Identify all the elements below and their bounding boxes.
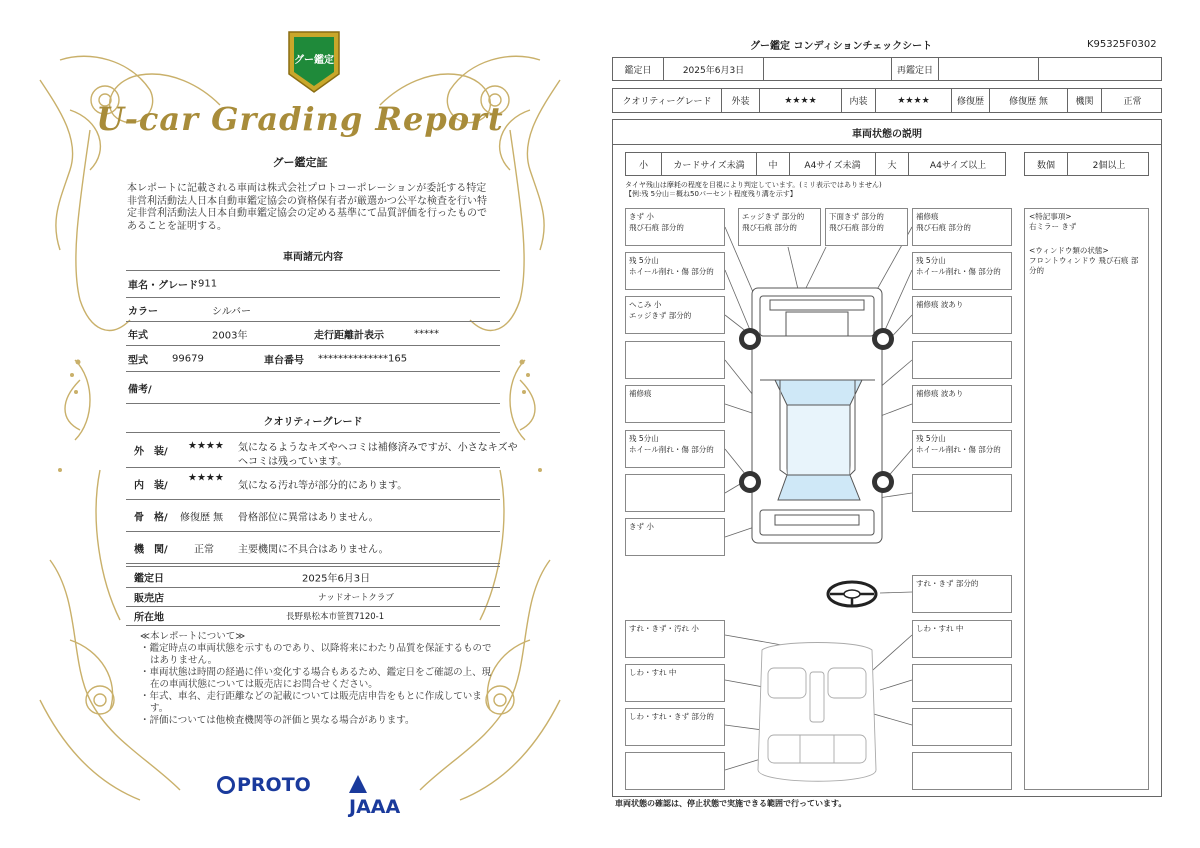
spec-title: 車両諸元内容 bbox=[283, 252, 343, 263]
size-small-desc: カードサイズ未満 bbox=[661, 153, 756, 175]
sheet-repair-value: 修復歴 無 bbox=[989, 89, 1067, 112]
damage-text: 残 5分山 bbox=[629, 256, 659, 265]
sheet-date-label: 鑑定日 bbox=[624, 65, 652, 76]
damage-text: ホイール削れ・傷 部分的 bbox=[629, 267, 714, 276]
damage-box bbox=[625, 252, 725, 290]
size-large-desc: A4サイズ以上 bbox=[908, 153, 1007, 175]
damage-text: 飛び石痕 部分的 bbox=[742, 223, 797, 232]
damage-text: きず 小 bbox=[629, 522, 654, 531]
dealer-value: ナッドオートクラブ bbox=[318, 593, 394, 603]
damage-box bbox=[625, 296, 725, 334]
certificate-title: グー鑑定証 bbox=[272, 156, 328, 169]
size-small: 小 bbox=[638, 160, 648, 171]
sheet-exterior-label: 外装 bbox=[721, 89, 759, 112]
car-name-value: 911 bbox=[198, 278, 218, 290]
damage-box bbox=[625, 341, 725, 379]
special-notes-panel bbox=[1024, 208, 1149, 790]
info-row-dealer bbox=[126, 588, 500, 607]
goo-kantei-badge-icon bbox=[285, 30, 343, 94]
sheet-quality-label: クオリティーグレード bbox=[622, 97, 712, 107]
footer-logos bbox=[217, 770, 417, 818]
count-label: 数個 bbox=[1036, 160, 1055, 171]
damage-box bbox=[912, 296, 1012, 334]
damage-text: すれ・きず・汚れ 小 bbox=[629, 624, 699, 633]
color-value: シルバー bbox=[212, 306, 252, 317]
sheet-date-value: 2025年6月3日 bbox=[663, 58, 763, 80]
info-row-address bbox=[126, 607, 500, 626]
frame-value: 修復歴 無 bbox=[180, 512, 224, 523]
note-item: ・車両状態は時間の経過に伴い変化する場合もあるため、鑑定日をご確認の上、現在の車両状態については販売店にお問合せください。 bbox=[140, 667, 492, 690]
exterior-comment-1: 気になるようなキズやヘコミは補修済みですが、小さなキズや bbox=[238, 442, 518, 454]
model-label: 型式 bbox=[128, 355, 148, 366]
damage-text: 補修痕 波あり bbox=[916, 300, 964, 309]
steering-damage-box bbox=[912, 575, 1012, 613]
note-item: ・鑑定時点の車両状態を示すものであり、以降将来にわたり品質を保証するものではありません。 bbox=[140, 643, 492, 666]
spec-row-remarks bbox=[126, 372, 500, 404]
reinspect-label: 再鑑定日 bbox=[891, 58, 938, 80]
sheet-interior-label: 内装 bbox=[841, 89, 875, 112]
address-label: 所在地 bbox=[134, 612, 164, 624]
spec-row-year bbox=[126, 322, 500, 346]
mileage-value: ***** bbox=[414, 328, 439, 339]
damage-text: しわ・すれ 中 bbox=[629, 668, 677, 677]
damage-text: ホイール削れ・傷 部分的 bbox=[916, 267, 1001, 276]
engine-comment: 主要機関に不具合はありません。 bbox=[238, 544, 389, 555]
damage-text: 残 5分山 bbox=[916, 434, 946, 443]
report-title: U-car Grading Report bbox=[96, 100, 504, 138]
damage-text: 補修痕 bbox=[629, 389, 652, 398]
year-value: 2003年 bbox=[212, 330, 248, 341]
vin-label: 車台番号 bbox=[264, 355, 304, 366]
sheet-repair-label: 修復歴 bbox=[951, 89, 989, 112]
damage-box bbox=[912, 430, 1012, 468]
damage-text: エッジきず 部分的 bbox=[629, 311, 692, 320]
certificate-body: 本レポートに記載される車両は株式会社プロトコーポレーションが委託する特定非営利活動法人日本自動車鑑定協会の資格保有者が厳選かつ公平な検査を行い特定非営利活動法人日本自動車鑑定協会の定める基準にて品質評価を行ったものであることを証明する。 bbox=[127, 183, 487, 232]
frame-comment: 骨格部位に異常はありません。 bbox=[238, 512, 379, 523]
remarks-label: 備考/ bbox=[128, 384, 152, 395]
condition-title: 車両状態の説明 bbox=[613, 120, 1161, 145]
interior-damage-box bbox=[625, 708, 725, 746]
interior-comment: 気になる汚れ等が部分的にあります。 bbox=[238, 480, 408, 491]
size-large: 大 bbox=[875, 153, 908, 175]
damage-text: へこみ 小 bbox=[629, 300, 662, 309]
jaaa-logo bbox=[349, 774, 417, 818]
spec-row-model bbox=[126, 346, 500, 372]
damage-text: 飛び石痕 部分的 bbox=[829, 223, 884, 232]
damage-box bbox=[912, 341, 1012, 379]
damage-text: 補修痕 波あり bbox=[916, 389, 964, 398]
interior-damage-box bbox=[625, 664, 725, 702]
damage-text: しわ・すれ・きず 部分的 bbox=[629, 712, 714, 721]
damage-box bbox=[738, 208, 821, 246]
model-value: 99679 bbox=[172, 353, 204, 364]
jaaa-logo-text: JAAA bbox=[349, 796, 401, 818]
grade-row-engine bbox=[126, 532, 500, 564]
address-value: 長野県松本市笹賀7120-1 bbox=[286, 612, 385, 622]
car-name-label: 車名・グレード bbox=[128, 280, 198, 292]
damage-text: きず 小 bbox=[629, 212, 654, 221]
report-notes bbox=[140, 631, 500, 727]
window-title: <ウィンドウ類の状態> bbox=[1029, 246, 1109, 255]
badge-text: グー鑑定 bbox=[294, 55, 334, 66]
proto-mark-icon bbox=[217, 776, 235, 794]
exterior-stars: ★★★★ bbox=[188, 440, 224, 452]
sheet-exterior-stars: ★★★★ bbox=[759, 89, 841, 112]
interior-damage-box bbox=[625, 752, 725, 790]
special-title: <特記事項> bbox=[1029, 212, 1072, 221]
sheet-title: グー鑑定 コンディションチェックシート bbox=[750, 41, 933, 52]
grade-row-exterior bbox=[126, 432, 518, 468]
quality-grade-title: クオリティーグレード bbox=[263, 417, 363, 428]
damage-box bbox=[912, 208, 1012, 246]
damage-box bbox=[912, 252, 1012, 290]
damage-box bbox=[625, 430, 725, 468]
dealer-label: 販売店 bbox=[134, 593, 164, 605]
proto-logo-text: PROTO bbox=[237, 774, 311, 796]
interior-damage-box bbox=[912, 752, 1012, 790]
damage-text: 飛び石痕 部分的 bbox=[629, 223, 684, 232]
condition-check-sheet bbox=[600, 0, 1200, 848]
frame-label: 骨 格/ bbox=[134, 512, 168, 523]
damage-text: エッジきず 部分的 bbox=[742, 212, 805, 221]
vin-value: **************165 bbox=[318, 353, 408, 364]
interior-damage-box bbox=[912, 664, 1012, 702]
engine-value: 正常 bbox=[194, 544, 214, 555]
window-item: フロントウィンドウ 飛び石痕 部分的 bbox=[1029, 256, 1139, 275]
note-item: ・評価については他検査機関等の評価と異なる場合があります。 bbox=[140, 715, 415, 726]
year-label: 年式 bbox=[128, 330, 148, 341]
exterior-comment-2: ヘコミは残っています。 bbox=[238, 456, 348, 468]
damage-text: 補修痕 bbox=[916, 212, 939, 221]
sheet-footnote: 車両状態の確認は、停止状態で実施できる範囲で行っています。 bbox=[615, 799, 847, 808]
engine-label: 機 関/ bbox=[134, 544, 168, 555]
exterior-label: 外 装/ bbox=[134, 446, 168, 458]
size-mid-desc: A4サイズ未満 bbox=[789, 153, 875, 175]
sheet-id: K95325F0302 bbox=[1087, 39, 1157, 50]
interior-stars: ★★★★ bbox=[188, 472, 224, 484]
damage-text: 下面きず 部分的 bbox=[829, 212, 884, 221]
damage-box bbox=[912, 474, 1012, 512]
date-label: 鑑定日 bbox=[134, 573, 164, 585]
damage-box bbox=[912, 385, 1012, 423]
tread-note-line: 【例:残 5分山＝概ね50パーセント程度残り溝を示す】 bbox=[625, 190, 797, 198]
proto-logo bbox=[217, 774, 311, 796]
grade-row-frame bbox=[126, 500, 500, 532]
damage-text: 残 5分山 bbox=[629, 434, 659, 443]
interior-damage-box bbox=[625, 620, 725, 658]
color-label: カラー bbox=[128, 306, 158, 317]
date-value: 2025年6月3日 bbox=[302, 573, 371, 585]
damage-box bbox=[625, 474, 725, 512]
spec-row-color bbox=[126, 298, 500, 322]
mileage-label: 走行距離計表示 bbox=[314, 330, 384, 341]
interior-damage-box bbox=[912, 708, 1012, 746]
sheet-interior-stars: ★★★★ bbox=[875, 89, 951, 112]
count-value: 2個以上 bbox=[1067, 153, 1150, 175]
damage-box bbox=[625, 518, 725, 556]
info-row-date bbox=[126, 566, 500, 588]
notes-title: ≪本レポートについて≫ bbox=[140, 631, 246, 642]
damage-text: 残 5分山 bbox=[916, 256, 946, 265]
sheet-engine-label: 機関 bbox=[1067, 89, 1101, 112]
damage-box bbox=[625, 385, 725, 423]
damage-text: しわ・すれ 中 bbox=[916, 624, 964, 633]
size-mid: 中 bbox=[756, 153, 789, 175]
tread-note-line: タイヤ残山は摩耗の程度を目視により判定しています。(ミリ表示ではありません) bbox=[625, 181, 882, 189]
note-item: ・年式、車名、走行距離などの記載については販売店申告をもとに作成しています。 bbox=[140, 691, 482, 714]
damage-box bbox=[825, 208, 908, 246]
steering-wheel-icon bbox=[828, 582, 876, 606]
special-item: 右ミラー きず bbox=[1029, 222, 1077, 231]
interior-damage-box bbox=[912, 620, 1012, 658]
jaaa-mark-icon bbox=[349, 775, 367, 793]
damage-text: ホイール削れ・傷 部分的 bbox=[629, 445, 714, 454]
spec-row-car-name bbox=[126, 270, 500, 298]
sheet-engine-value: 正常 bbox=[1101, 89, 1163, 112]
interior-label: 内 装/ bbox=[134, 480, 168, 491]
grade-row-interior bbox=[126, 468, 500, 500]
damage-box bbox=[625, 208, 725, 246]
damage-text: ホイール削れ・傷 部分的 bbox=[916, 445, 1001, 454]
damage-text: 飛び石痕 部分的 bbox=[916, 223, 971, 232]
damage-text: すれ・きず 部分的 bbox=[916, 579, 979, 588]
